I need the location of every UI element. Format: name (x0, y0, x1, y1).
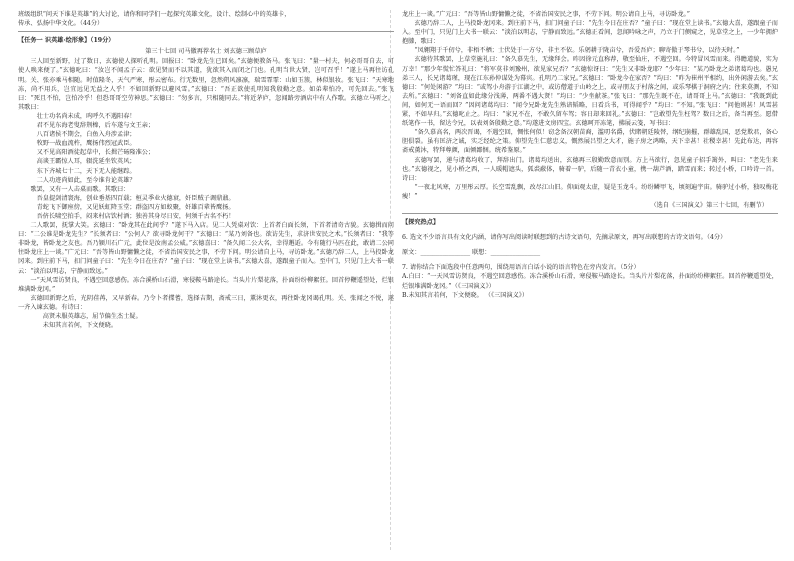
paragraph: 玄德回新野之后，光阴荏苒，又早新春。乃令卜者揲蓍，选择吉期，斋戒三日，薰沐更衣，再往卧龙冈谒孔明。关、张闻之不悦，遂一齐入谏玄德。有诗曰： (18, 294, 394, 311)
section-rule (18, 31, 394, 32)
section-title: 【任务一 识英雄·绘形象】（19分） (18, 37, 115, 45)
paragraph: “凤翱翔于千仞兮，非梧不栖；士伏处于一方兮，非主不依。乐躬耕于陇亩兮，吾爱吾庐；聊寄傲于琴书兮，以待天时。” (414, 47, 740, 55)
poem-line: 又不见高阳酒徒起草中，长揖芒砀隆准公； (36, 149, 155, 157)
poem-line: 吾皇提剑清寰海，创业垂基四百载；桓灵季业火德衰，奸臣贼子调鼎鼐。 (36, 194, 235, 202)
left-column (18, 10, 394, 330)
chapter-title: 第三十七回 司马徽再荐名士 刘玄德三顾草庐 (145, 48, 267, 56)
paragraph: “备久慕高名，两次晋谒，不遇空回，惆怅何似！窃念备汉朝苗裔，滥叨名爵，伏睹朝廷陵替，纲纪崩摧，群雄乱国，恶党欺君，备心胆俱裂。虽有匡济之诚，实乏经纶之策。仰望先生仁慈忠义，慨然展吕望之大才，施子房之鸿略，天下幸甚！社稷幸甚！先此布达，再容斋戒薰沐，特拜尊颜，面倾鄙悃。统希鉴原。” (402, 129, 778, 155)
paragraph: 龙庄上一谈。”广元曰：“吾等皆山野慵懒之徒，不省治国安民之事，不劳下问。明公请自上马，寻访卧龙。” (402, 11, 690, 18)
paragraph: 三人回至新野，过了数日，玄德使人探听孔明。回报曰：“卧龙先生已回矣。”玄德便教备马。张飞曰：“量一村夫，何必哥哥自去，可使人唤来便了。”玄德叱曰：“汝岂不闻孟子云：欲见贤而不以其道，犹欲其入而闭之门也。孔明当世大贤，岂可召乎！”遂上马再往访孔明。关、张亦乘马相随。时值隆冬，天气严寒，彤云密布。行无数里，忽然朔风凛凛，瑞雪霏霏：山如玉簇，林似银妆。张飞曰：“天寒地冻，尚不用兵，岂宜远见无益之人乎！不如回新野以避风雪。”玄德曰：“吾正欲使孔明知我殷勤之意。如弟辈怕冷，可先回去。”张飞曰：“死且不怕，岂怕冷乎！但恐哥哥空劳神思。”玄德曰：“勿多言，只相随同去。”将近茅庐，忽闻路旁酒店中有人作歌。玄德立马听之。其歌曰： (18, 58, 394, 111)
paragraph: “一夜北风寒，万里彤云厚。长空雪乱飘，改尽江山旧。仰面观太虚，疑是玉龙斗。纷纷鳞甲飞，顷刻遍宇宙。骑驴过小桥，独叹梅花瘦！” (402, 183, 778, 200)
source-citation: （选自《三国演义》第三十七回，有删节） (650, 201, 768, 209)
question-6: 6. 选文不少语言具有文化内涵，请你写出阅读时联想到的古诗文语句，先摘录原文，再写出联想的古诗文语句。（4分） (402, 234, 727, 242)
question-7-option-a: A.白曰：“一天风雪访贤良，不遇空回意感伤。冻合溪桥山石滑，寒侵鞍马路途长。当头片片梨花落，扑面纷纷柳絮狂。回首停鞭遥望处，烂银堆满卧龙冈。”（《三国演义》） (402, 273, 778, 290)
poem-line: 壮士功名尚未成，呜呼久不遇阳春！ (36, 112, 136, 120)
paragraph: 玄德待其歌罢，上草堂施礼曰：“备久慕先生，无缘拜会。昨因徐元直称荐，敬至仙庄，不遇空回。今特冒风雪而来。得瞻道貌，实为万幸！”那少年慌忙答礼曰：“将军莫非刘豫州，欲见家兄否？”玄德惊讶曰：“先生又非卧龙耶？”少年曰：“某乃卧龙之弟诸葛均也。愚兄弟三人，长兄诸葛瑾，现在江东孙仲谋处为幕宾。孔明乃二家兄。”玄德曰：“卧龙今在家否？”均曰：“昨为崔州平相约，出外闲游去矣。”玄德曰：“何处闲游？”均曰：“或驾小舟游于江湖之中，或访僧道于山岭之上，或寻朋友于村落之间，或乐琴棋于洞府之内；往来莫测，不知去所。”玄德曰：“刘备直如此缘分浅薄，两番不遇大贤！”均曰：“少坐献茶。”张飞曰：“那先生既不在，请哥哥上马。”玄德曰：“我既到此间，如何无一语而回？”因问诸葛均曰：“闻令兄卧龙先生熟谙韬略，日看兵书，可得闻乎？”均曰：“不知。”张飞曰：“问他则甚！风雪甚紧，不如早归。”玄德叱止之。均曰：“家兄不在，不敢久留车驾；容日却来回礼。”玄德曰：“岂敢望先生枉驾？数日之后，备当再至。愿借纸笔作一书，留达令兄，以表刘备殷勤之意。”均遂进文房四宝。玄德呵开冻笔，拂展云笺，写书曰： (402, 56, 778, 128)
paragraph: 二人歌罢，抚掌大笑。玄德曰：“卧龙其在此间乎？”遂下马入店。见二人凭桌对饮：上首者白面长须，下首者清奇古貌。玄德揖而问曰：“二公谁是卧龙先生？”长须者曰：“公何人？欲寻卧龙何干？”玄德曰：“某乃刘备也。欲访先生，求济世安民之术。”长须者曰：“我等非卧龙，皆卧龙之友也。吾乃颍川石广元，此位是汝南孟公威。”玄德喜曰：“备久闻二公大名，幸得邂逅。今有随行马匹在此，敢请二公同往卧龙庄上一谈。”广元曰：“吾等皆山野慵懒之徒，不省治国安民之事，不劳下问。明公请自上马，寻访卧龙。”玄德乃辞二人，上马投卧龙冈来。到庄前下马，扣门问童子曰：“先生今日在庄否？”童子曰：“现在堂上读书。”玄德大喜，遂跟童子而入。至中门，只见门上大书一联云：“淡泊以明志，宁静而致远。” (18, 222, 394, 275)
poem-line: 高贤未服英雄志，屈节偏生杰士疑。 (42, 313, 142, 320)
poem-line: 青蛇飞下御座傍，又见妖虹降玉堂；群盗四方如蚁聚，奸雄百辈皆鹰扬。 (36, 203, 235, 211)
right-column (402, 10, 778, 300)
poem-line: 君不见东海老叟辞荆榛，后车遂与文王亲； (36, 122, 155, 130)
poem-line: 牧野一战血流杵，鹰扬伟烈冠武臣。 (36, 140, 136, 148)
poem-line: 高谈王霸惊人耳，辍洗延坐钦英风； (36, 158, 136, 166)
poem-line: 二人功迹尚如此，至今谁肯论英雄？ (36, 176, 136, 184)
explore-title: 【探究热点】 (402, 219, 440, 227)
paragraph: 玄德乃辞二人，上马投卧龙冈来。到庄前下马，扣门问童子曰：“先生今日在庄否？”童子曰：“现在堂上读书。”玄德大喜，遂跟童子而入。至中门，只见门上大书一联云：“淡泊以明志，宁静而致远。”玄德正看间，忽闻吟咏之声，乃立于门侧窥之，见草堂之上，一少年拥炉抱膝，歌曰： (402, 20, 778, 46)
poem-line: 东下齐城七十二，天下无人能继踪。 (36, 167, 136, 175)
poem-line: 未知其言若何，下文便晓。 (42, 322, 118, 330)
intro-line-2: 传承、弘扬中华文化。（44分） (18, 20, 104, 28)
intro-line-1: 班级组织“问天下谁是英雄”的大讨论，请你和同学们一起探究英雄文化，设计、绘制心中的英雄卡， (18, 11, 291, 18)
paragraph: 一“天风雪访贤良，不遇空回意感伤。冻合溪桥山石滑，寒侵鞍马路途长。当头片片梨花落，扑面纷纷柳絮狂。回首停鞭遥望处，烂银堆满卧龙冈。” (18, 276, 394, 293)
paragraph: 歌罢，又有一人击桌而歌。其歌曰： (30, 185, 130, 193)
poem-line: 吾侪长啸空拍手，闷来村店饮村酒；独善其身尽日安，何须千古名不朽！ (36, 212, 235, 220)
question-6-answer: 原文：________________ 联想：________________ (402, 249, 541, 257)
question-7-option-b: B.未知其言若何，下文便晓。 （《三国演义》） (402, 291, 529, 299)
section-rule (402, 213, 778, 214)
paragraph: 玄德写罢，递与诸葛均收了，拜辞出门。诸葛均送出，玄德再三殷勤致意而别。方上马欲行，忽见童子招手篱外，叫曰：“老先生来也。”玄德视之，见小桥之西，一人暖帽遮头，狐裘蔽体，骑着一驴，后随一青衣小童，携一葫芦酒，踏雪而来；转过小桥，口吟诗一首。诗曰： (402, 156, 778, 182)
question-7: 7. 请你结合下面选段中任意两句，围绕用语言白话小说的语言特色在旁内发言。（5分） (402, 264, 640, 272)
poem-line: 八百诸侯不期会，白鱼入舟涉孟津； (36, 131, 136, 139)
